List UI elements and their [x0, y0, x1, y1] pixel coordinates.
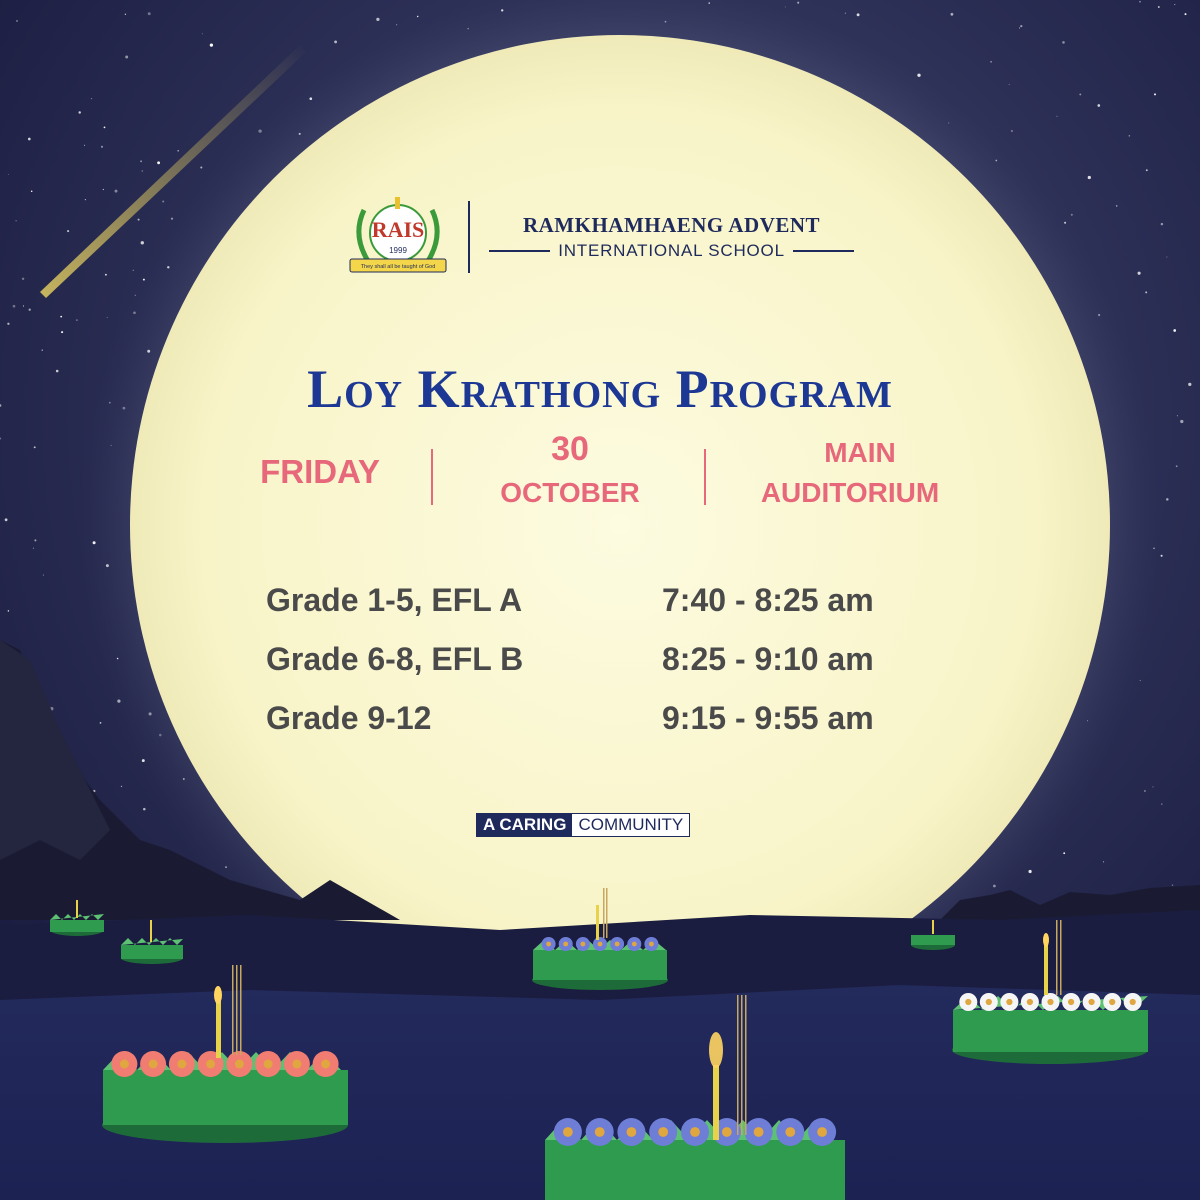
event-title: Loy Krathong Program [307, 359, 893, 419]
info-separator-1 [431, 449, 433, 505]
tagline-part2: COMMUNITY [572, 814, 689, 836]
subname-rule-left [489, 250, 550, 252]
school-name: RAMKHAMHAENG ADVENT [522, 213, 821, 237]
crest-letters: RAIS [371, 217, 425, 242]
schedule-group-3: Grade 9-12 [266, 700, 432, 736]
event-date-month: OCTOBER [500, 477, 640, 508]
crest-motto: They shall all be taught of God [360, 264, 436, 270]
schedule-group-2: Grade 6-8, EFL B [266, 641, 524, 677]
school-crest-icon [346, 195, 450, 279]
school-logo-header [346, 195, 856, 280]
event-venue-line2: AUDITORIUM [760, 477, 940, 508]
schedule-time-3: 9:15 - 9:55 am [662, 700, 874, 736]
crest-year: 1999 [389, 246, 407, 255]
info-separator-2 [704, 449, 706, 505]
event-venue-line1: MAIN [824, 437, 896, 468]
schedule-group-1: Grade 1-5, EFL A [266, 582, 523, 618]
tagline-badge [476, 813, 690, 837]
schedule-time-1: 7:40 - 8:25 am [662, 582, 874, 618]
subname-rule-right [793, 250, 854, 252]
logo-divider [468, 201, 470, 273]
event-day: FRIDAY [260, 453, 380, 490]
schedule-time-2: 8:25 - 9:10 am [662, 641, 874, 677]
tagline-part1: A CARING [477, 814, 572, 836]
school-subname [489, 240, 854, 262]
event-date-day: 30 [551, 430, 589, 468]
school-subname-text: INTERNATIONAL SCHOOL [558, 241, 785, 260]
